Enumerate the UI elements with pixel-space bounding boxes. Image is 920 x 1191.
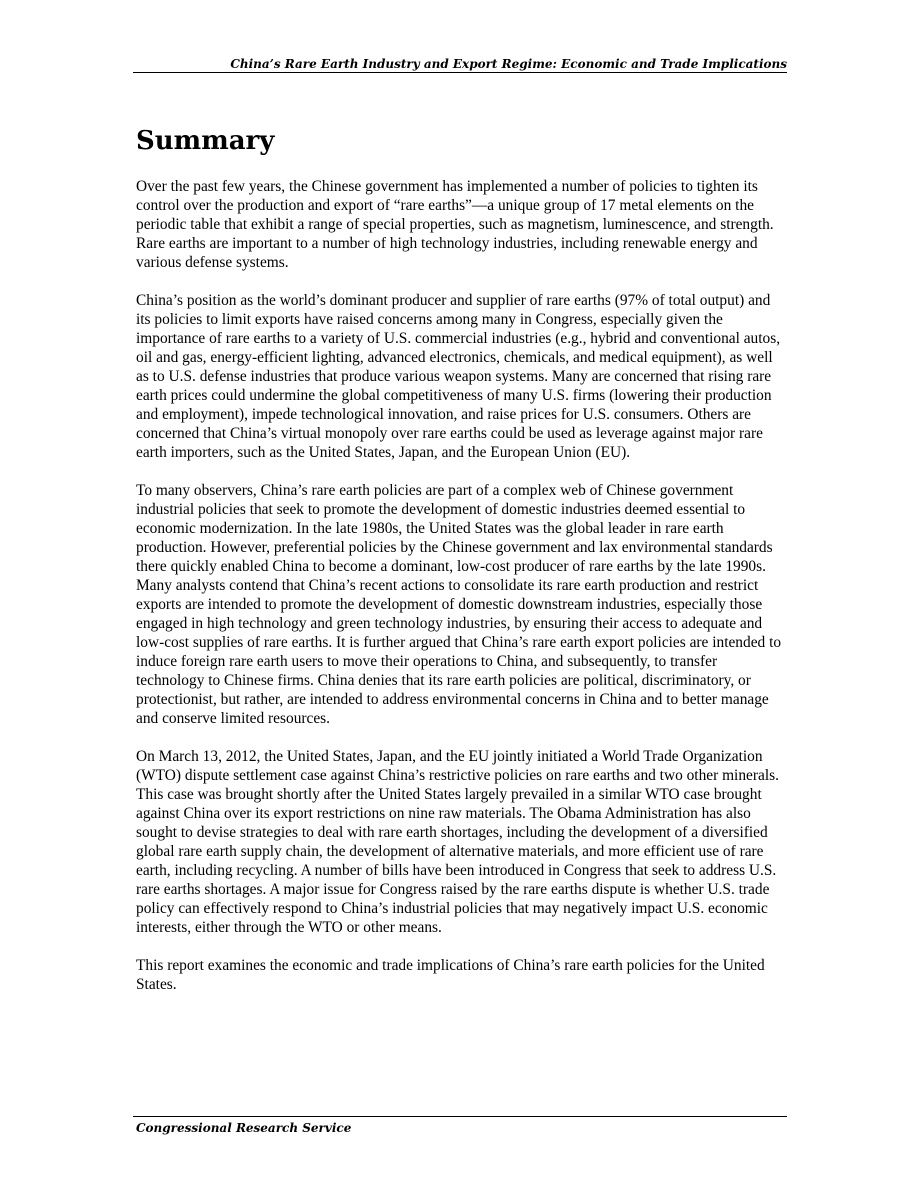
header-rule: [133, 72, 787, 73]
footer-rule: [133, 1116, 787, 1117]
paragraph: This report examines the economic and trade implications of China’s rare earth policies for the United States.: [136, 957, 765, 993]
section-title: Summary: [136, 126, 275, 156]
paragraph: On March 13, 2012, the United States, Japan, and the EU jointly initiated a World Trade Organization (WTO) dispute settlement case against China’s restrictive policies on rare earths and two other minerals. This case was brought shortly after the United States largely prevailed in a similar WTO case brought against China over its export restrictions on nine raw materials. The Obama Administration has also sought to devise strategies to deal with rare earth shortages, including the development of a diversified global rare earth supply chain, the development of alternative materials, and more efficient use of rare earth, including recycling. A number of bills have been introduced in Congress that seek to address U.S. rare earths shortages. A major issue for Congress raised by the rare earths dispute is whether U.S. trade policy can effectively respond to China’s industrial policies that may negatively impact U.S. economic interests, either through the WTO or other means.: [136, 748, 779, 936]
summary-body: [136, 177, 788, 1013]
paragraph: Over the past few years, the Chinese government has implemented a number of policies to tighten its control over the production and export of “rare earths”—a unique group of 17 metal elements on the periodic table that exhibit a range of special properties, such as magnetism, luminescence, and strength. Rare earths are important to a number of high technology industries, including renewable energy and various defense systems.: [136, 178, 774, 271]
paragraph: To many observers, China’s rare earth policies are part of a complex web of Chinese government industrial policies that seek to promote the development of domestic industries deemed essential to economic modernization. In the late 1980s, the United States was the global leader in rare earth production. However, preferential policies by the Chinese government and lax environmental standards there quickly enabled China to become a dominant, low-cost producer of rare earths by the late 1990s. Many analysts contend that China’s recent actions to consolidate its rare earth production and restrict exports are intended to promote the development of domestic downstream industries, especially those engaged in high technology and green technology industries, by ensuring their access to adequate and low-cost supplies of rare earths. It is further argued that China’s rare earth export policies are intended to induce foreign rare earth users to move their operations to China, and subsequently, to transfer technology to Chinese firms. China denies that its rare earth policies are political, discriminatory, or protectionist, but rather, are intended to address environmental concerns in China and to better manage and conserve limited resources.: [136, 482, 782, 727]
paragraph: China’s position as the world’s dominant producer and supplier of rare earths (97% of total output) and its policies to limit exports have raised concerns among many in Congress, especially given the importance of rare earths to a variety of U.S. commercial industries (e.g., hybrid and conventional autos, oil and gas, energy-efficient lighting, advanced electronics, chemicals, and medical equipment), as well as to U.S. defense industries that produce various weapon systems. Many are concerned that rising rare earth prices could undermine the global competitiveness of many U.S. firms (lowering their production and employment), impede technological innovation, and raise prices for U.S. consumers. Others are concerned that China’s virtual monopoly over rare earths could be used as leverage against major rare earth importers, such as the United States, Japan, and the European Union (EU).: [136, 292, 781, 461]
running-header: China’s Rare Earth Industry and Export Regime: Economic and Trade Implications: [230, 57, 787, 71]
footer-source: Congressional Research Service: [136, 1121, 352, 1135]
